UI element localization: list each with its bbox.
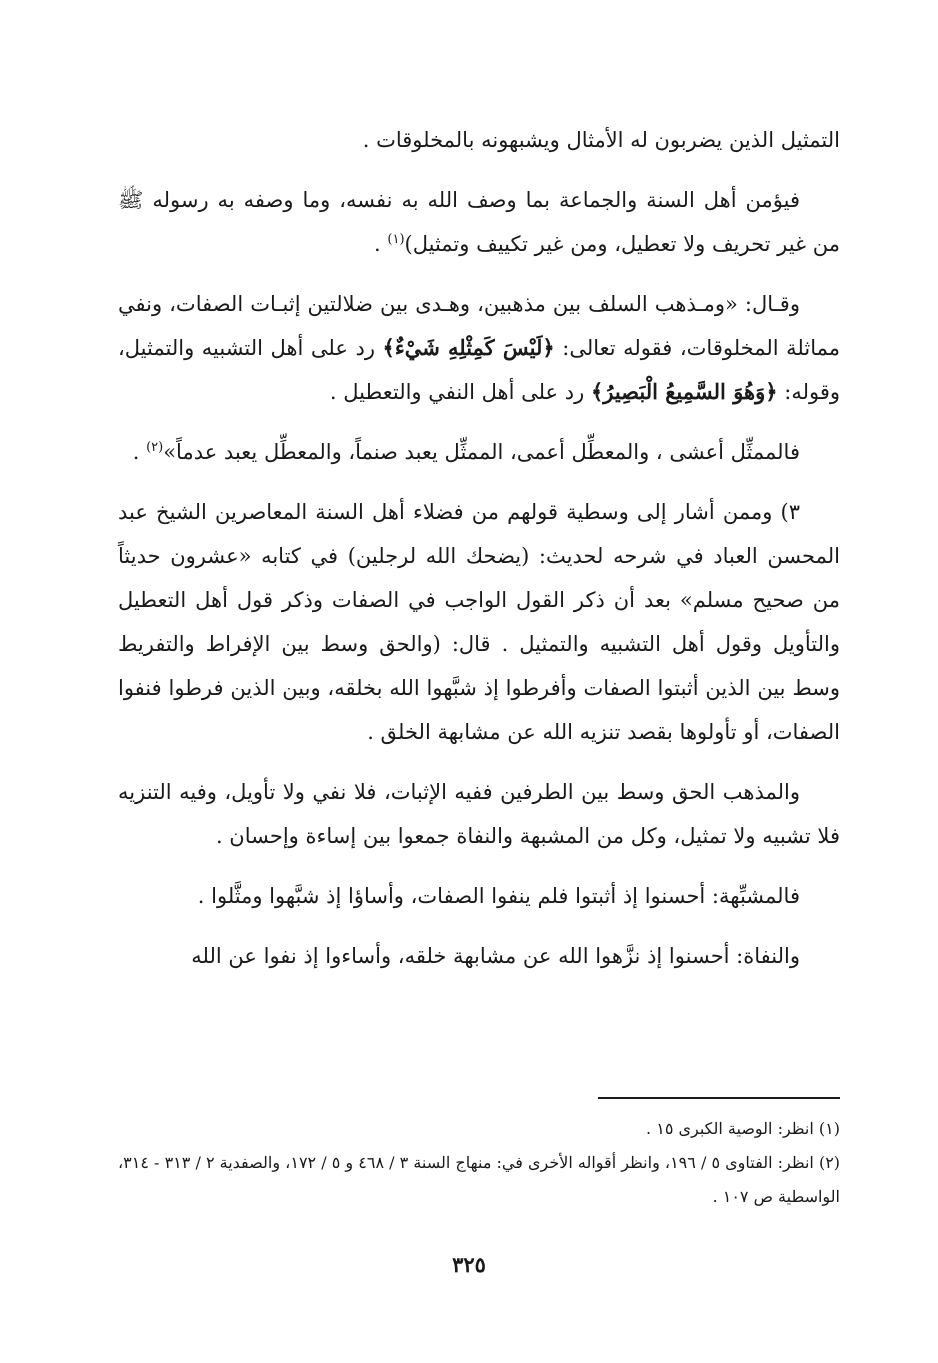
footnote-divider [598,1097,840,1099]
footnote-ref-2[interactable]: (٢) [146,440,164,455]
paragraph-4-text: فالممثِّل أعشى ، والمعطِّل أعمى، الممثِّل يعبد صنماً، والمعطِّل يعبد عدماً» [163,440,800,464]
page-number: ٣٢٥ [452,1252,486,1277]
paragraph-1 [118,118,840,162]
paragraph-8 [118,934,840,978]
paragraph-3-text-a: وقـال: «ومـذهب السلف بين مذهبين، وهـدى بين ضلالتين إثبـات الصفات، ونفي مماثلة المخلوقات، فقوله تعالى: [118,292,840,360]
paragraph-5 [118,490,840,754]
page-body [118,118,840,994]
paragraph-3-text-b: رد على أهل التشبيه والتمثيل، وقوله: [118,336,840,404]
paragraph-5-text: ٣) وممن أشار إلى وسطية قولهم من فضلاء أهل السنة المعاصرين الشيخ عبد المحسن العباد في شرحه لحديث: (يضحك الله لرجلين) في كتابه «عشرون حديثاً من صحيح مسلم» بعد أن ذكر القول الواجب في الصفات وذكر قول أهل التعطيل والتأويل وقول أهل التشبيه والتمثيل . قال: (والحق وسط بين الإفراط والتفريط وسط بين الذين أثبتوا الصفات وأفرطوا إذ شبَّهوا الله بخلقه، وبين الذين فرطوا فنفوا الصفات، أو تأولوها بقصد تنزيه الله عن مشابهة الخلق . [118,500,840,744]
footnote-ref-1[interactable]: (١) [387,232,405,247]
paragraph-6 [118,770,840,858]
paragraph-4 [118,430,840,474]
paragraph-1-text: التمثيل الذين يضربون له الأمثال ويشبهونه بالمخلوقات . [362,128,840,152]
paragraph-7-text: فالمشبِّهة: أحسنوا إذ أثبتوا فلم ينفوا الصفات، وأساؤا إذ شبَّهوا ومثَّلوا . [197,884,800,908]
footnote-2: (٢) انظر: الفتاوى ٥ / ١٩٦، وانظر أقواله الأخرى في: منهاج السنة ٣ / ٤٦٨ و ٥ / ١٧٢، والصفدية ٢ / ٣١٣ - ٣١٤، الواسطية ص ١٠٧ . [118,1153,841,1206]
paragraph-2-end: . [374,232,388,256]
quran-verse-2: ﴿وَهُوَ السَّمِيعُ الْبَصِيرُ﴾ [590,379,778,404]
paragraph-8-text: والنفاة: أحسنوا إذ نزَّهوا الله عن مشابهة خلقه، وأساءوا إذ نفوا عن الله [191,944,800,968]
paragraph-2 [118,178,840,266]
paragraph-6-text: والمذهب الحق وسط بين الطرفين ففيه الإثبات، فلا نفي ولا تأويل، وفيه التنزيه فلا تشبيه ولا تمثيل، وكل من المشبهة والنفاة جمعوا بين إساءة وإحسان . [118,780,840,848]
paragraph-4-end: . [132,440,147,464]
footnotes [118,1112,840,1214]
paragraph-3 [118,282,840,414]
paragraph-2-text: فيؤمن أهل السنة والجماعة بما وصف الله به نفسه، وما وصفه به رسوله ﷺ من غير تحريف ولا تعطيل، ومن غير تكييف وتمثيل) [118,188,840,256]
footnote-1: (١) انظر: الوصية الكبرى ١٥ . [646,1119,840,1138]
quran-verse-1: ﴿لَيْسَ كَمِثْلِهِ شَيْءٌ﴾ [382,335,555,360]
paragraph-3-text-c: رد على أهل النفي والتعطيل . [329,380,591,404]
paragraph-7 [118,874,840,918]
